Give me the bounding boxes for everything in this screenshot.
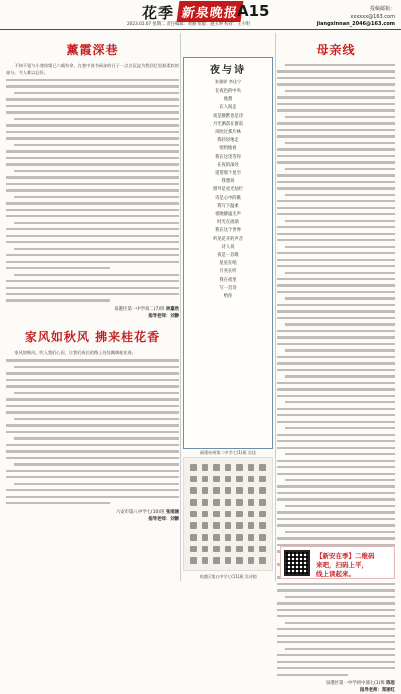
page-header: [0, 0, 401, 30]
article-intro: 不知不觉与小巷结缘已六载有余，在巷中读书闲步的日子一点点沉淀为我回忆里最柔软的部分，令人难以忘怀。: [6, 63, 179, 75]
calligraphy-stroke: [236, 511, 243, 518]
qr-code-icon[interactable]: [284, 550, 310, 576]
byline-school: 泉港区第一中学初中部七(1)班: [325, 681, 385, 687]
poem-author: 张雅婷 李佳宁: [214, 79, 242, 84]
calligraphy-stroke: [202, 557, 209, 564]
calligraphy-stroke: [202, 534, 209, 541]
calligraphy-stroke: [248, 487, 255, 494]
calligraphy-stroke: [190, 534, 197, 541]
calligraphy-stroke: [248, 522, 255, 529]
byline-teacher: 郑丽红: [381, 688, 395, 694]
poem-line: 夜是静默也是诗: [212, 113, 244, 119]
calligraphy-stroke: [259, 476, 266, 483]
calligraphy-stroke: [190, 487, 197, 494]
poem-line: 我轻轻地走: [217, 138, 239, 144]
poem-byline: 福建泉州第二中学七(1)班 吴佳: [199, 450, 257, 455]
article-byline: [277, 680, 395, 694]
poem-line: 他想: [223, 97, 233, 103]
submission-email-alt[interactable]: jiangxinnan_2046@163.com: [316, 21, 395, 27]
calligraphy-stroke: [248, 511, 255, 518]
calligraphy-stroke: [202, 464, 209, 471]
calligraphy-stroke: [225, 534, 232, 541]
poem-line: 窗外是星光灿烂: [212, 187, 244, 193]
poem-line: 我写下温柔: [217, 203, 239, 209]
calligraphy-stroke: [259, 511, 266, 518]
header-divider: [0, 29, 401, 30]
calligraphy-stroke: [236, 487, 243, 494]
column-divider: [180, 33, 181, 581]
calligraphy-stroke: [236, 499, 243, 506]
calligraphy-stroke: [248, 557, 255, 564]
calligraphy-stroke: [190, 464, 197, 471]
calligraphy-stroke: [248, 464, 255, 471]
image-caption: 泉港区第五中学七(11)班 吴诗韵: [199, 574, 257, 579]
calligraphy-stroke: [213, 557, 220, 564]
byline-school: 泉港区第一中学高二(7)班: [114, 306, 165, 312]
calligraphy-stroke: [236, 476, 243, 483]
calligraphy-stroke: [213, 476, 220, 483]
article-byline: [6, 509, 179, 523]
poem-line: 我在这个世界: [215, 228, 241, 234]
calligraphy-stroke: [190, 546, 197, 553]
calligraphy-stroke: [225, 487, 232, 494]
right-column: [277, 33, 395, 694]
calligraphy-stroke: [213, 511, 220, 518]
poem-line: 月光洒落在窗前: [212, 121, 244, 127]
poem-line: 星星在唱: [219, 261, 237, 267]
calligraphy-stroke: [202, 546, 209, 553]
edition-meta: 2023.02.07 星期二 责任编辑：黄丽 组版：施玉坤 校对：王小明: [127, 22, 250, 27]
byline-author: 陈思: [386, 681, 395, 687]
calligraphy-stroke: [202, 487, 209, 494]
submission-label: 投稿邮箱：: [369, 6, 395, 12]
calligraphy-stroke: [236, 522, 243, 529]
calligraphy-stroke: [236, 534, 243, 541]
calligraphy-stroke: [259, 534, 266, 541]
calligraphy-stroke: [225, 546, 232, 553]
submission-email[interactable]: xxxxxx@163.com: [350, 14, 395, 20]
poem-line: 我在这里等你: [215, 154, 241, 160]
calligraphy-characters: [188, 462, 268, 566]
poem-line: 悄悄地看: [219, 146, 237, 152]
article-title: 家风如秋风 拂来桂花香: [24, 329, 161, 344]
byline-teacher-label: 指导老师：: [148, 516, 171, 522]
promo-line: 线上读起来。: [316, 570, 355, 578]
poem-line: 在夜色的中央: [215, 89, 241, 94]
qr-promo[interactable]: [280, 546, 395, 579]
page-number: A15: [237, 2, 270, 20]
poem-line: 我想说: [221, 179, 235, 185]
poem-line: 给你: [223, 294, 233, 300]
byline-school: 六安市第八中学七(10)班: [115, 509, 165, 515]
article-title: 母亲线: [316, 43, 356, 57]
poem-line: 时光在流淌: [217, 220, 239, 226]
byline-author: 林嘉欣: [165, 306, 179, 312]
calligraphy-stroke: [259, 499, 266, 506]
calligraphy-stroke: [225, 522, 232, 529]
brand-logo: 新泉晚报: [177, 1, 244, 22]
byline-teacher-label: 指导老师：: [148, 313, 171, 319]
calligraphy-stroke: [213, 487, 220, 494]
poem-line: 我在夜里: [219, 277, 237, 283]
calligraphy-stroke: [259, 522, 266, 529]
calligraphy-stroke: [236, 464, 243, 471]
calligraphy-stroke: [236, 557, 243, 564]
calligraphy-stroke: [259, 557, 266, 564]
article-title: 薰霞深巷: [66, 43, 119, 57]
promo-line: 来吧，扫码上平，: [316, 561, 368, 569]
poem-line: 听见花开的声音: [212, 236, 244, 242]
calligraphy-stroke: [190, 511, 197, 518]
poem-line: 遥望那个星空: [215, 171, 241, 177]
calligraphy-stroke: [190, 522, 197, 529]
calligraphy-stroke: [190, 499, 197, 506]
byline-teacher: 刘静: [170, 516, 179, 522]
calligraphy-stroke: [202, 499, 209, 506]
article-body: [6, 79, 179, 302]
promo-line: 【新安在季】二维码: [316, 552, 375, 560]
calligraphy-stroke: [225, 476, 232, 483]
article-body: [6, 359, 179, 504]
calligraphy-stroke: [248, 534, 255, 541]
calligraphy-stroke: [259, 546, 266, 553]
poem-line: 风吹过那片林: [215, 130, 241, 136]
calligraphy-stroke: [225, 464, 232, 471]
byline-author: 张雨涵: [165, 509, 179, 515]
poem-lines: [184, 88, 272, 301]
calligraphy-stroke: [202, 511, 209, 518]
calligraphy-stroke: [225, 557, 232, 564]
article-body: [277, 64, 395, 676]
poem-title: 夜与诗: [210, 65, 246, 76]
calligraphy-stroke: [213, 534, 220, 541]
calligraphy-stroke: [190, 557, 197, 564]
section-name: 花季: [142, 4, 175, 22]
article-byline: [6, 306, 179, 320]
calligraphy-stroke: [213, 499, 220, 506]
calligraphy-stroke: [202, 522, 209, 529]
calligraphy-stroke: [225, 499, 232, 506]
poem-line: 写一首诗: [219, 285, 237, 291]
left-column: [6, 33, 179, 523]
poem-line: 夜是一首歌: [217, 253, 239, 259]
article-intro: 家风如秋风，吹入我们心田，让我们成长的路上处处飘满桂花香。: [14, 349, 136, 355]
calligraphy-stroke: [248, 546, 255, 553]
column-divider: [275, 33, 276, 581]
byline-teacher: 刘静: [170, 313, 179, 319]
poem-box: [183, 57, 273, 449]
byline-teacher-label: 指导老师：: [359, 688, 382, 694]
poem-line: 月亮在听: [219, 269, 237, 275]
calligraphy-stroke: [259, 464, 266, 471]
poem-line: 诗人说: [221, 244, 235, 250]
calligraphy-stroke: [213, 522, 220, 529]
calligraphy-stroke: [248, 499, 255, 506]
calligraphy-stroke: [248, 476, 255, 483]
calligraphy-stroke: [213, 546, 220, 553]
poem-line: 在人间走: [219, 105, 237, 111]
calligraphy-stroke: [202, 476, 209, 483]
calligraphy-image: [183, 457, 273, 571]
calligraphy-stroke: [213, 464, 220, 471]
calligraphy-stroke: [190, 476, 197, 483]
poem-line: 在夜的深处: [217, 162, 239, 168]
calligraphy-stroke: [225, 511, 232, 518]
poem-line: 诗是心中的歌: [215, 195, 241, 201]
poem-line: 夜晚静谧无声: [215, 212, 241, 218]
calligraphy-stroke: [236, 546, 243, 553]
calligraphy-stroke: [259, 487, 266, 494]
